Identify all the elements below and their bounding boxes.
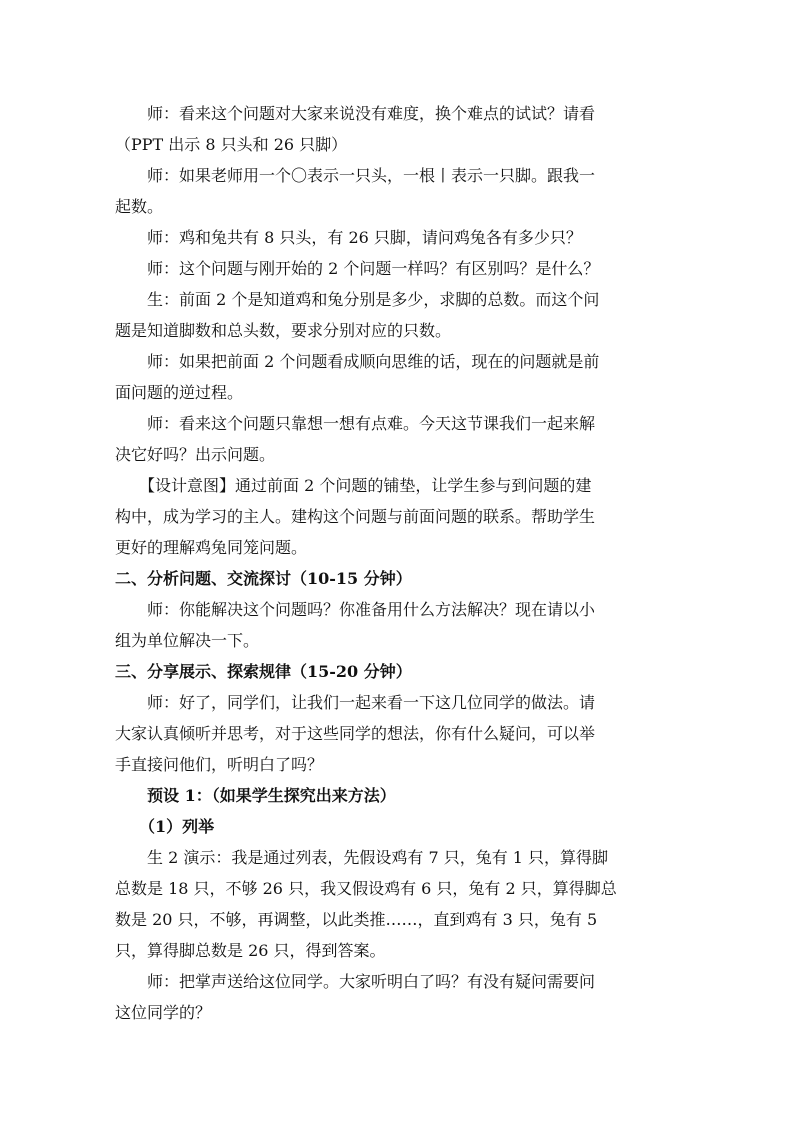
subheading: 预设 1：（如果学生探究出来方法） [115,786,396,805]
text-line: 面问题的逆过程。 [115,383,244,402]
text-line: 师：你能解决这个问题吗？你准备用什么方法解决？现在请以小 [115,600,596,619]
text-line: 总数是 18 只，不够 26 只，我又假设鸡有 6 只，兔有 2 只，算得脚总 [115,879,617,898]
text-line: 构中，成为学习的主人。建构这个问题与前面问题的联系。帮助学生 [115,507,596,526]
text-line: 生：前面 2 个是知道鸡和兔分别是多少，求脚的总数。而这个问 [115,290,600,309]
text-line: 大家认真倾听并思考，对于这些同学的想法，你有什么疑问，可以举 [115,724,596,743]
text-line: 师：看来这个问题对大家来说没有难度，换个难点的试试？请看 [115,104,596,123]
text-line: 只，算得脚总数是 26 只，得到答案。 [115,941,386,960]
text-line: 师：好了，同学们，让我们一起来看一下这几位同学的做法。请 [115,693,596,712]
text-line: 组为单位解决一下。 [115,631,260,650]
text-line: 【设计意图】通过前面 2 个问题的铺垫，让学生参与到问题的建 [115,476,592,495]
text-line: 手直接问他们，听明白了吗？ [115,755,324,774]
text-line: 师：看来这个问题只靠想一想有点难。今天这节课我们一起来解 [115,414,596,433]
section-heading: 二、分析问题、交流探讨（10-15 分钟） [115,569,412,588]
text-line: 这位同学的？ [115,1003,212,1022]
text-line: 师：这个问题与刚开始的 2 个问题一样吗？有区别吗？是什么？ [115,259,600,278]
section-heading: 三、分享展示、探索规律（15-20 分钟） [115,662,412,681]
text-line: 数是 20 只，不够，再调整，以此类推……，直到鸡有 3 只，兔有 5 [115,910,598,929]
text-line: 题是知道脚数和总头数，要求分别对应的只数。 [115,321,452,340]
text-line: 师：把掌声送给这位同学。大家听明白了吗？有没有疑问需要问 [115,972,596,991]
text-line: 决它好吗？出示问题。 [115,445,276,464]
text-line: 师：如果老师用一个〇表示一只头，一根丨表示一只脚。跟我一 [115,166,596,185]
text-line: 更好的理解鸡兔同笼问题。 [115,538,308,557]
text-line: 起数。 [115,197,164,216]
text-line: （PPT 出示 8 只头和 26 只脚） [115,135,348,154]
subheading: （1）列举 [115,817,215,836]
text-line: 师：如果把前面 2 个问题看成顺向思维的话，现在的问题就是前 [115,352,600,371]
text-line: 师：鸡和兔共有 8 只头，有 26 只脚，请问鸡兔各有多少只？ [115,228,582,247]
text-line: 生 2 演示：我是通过列表，先假设鸡有 7 只，兔有 1 只，算得脚 [115,848,609,867]
